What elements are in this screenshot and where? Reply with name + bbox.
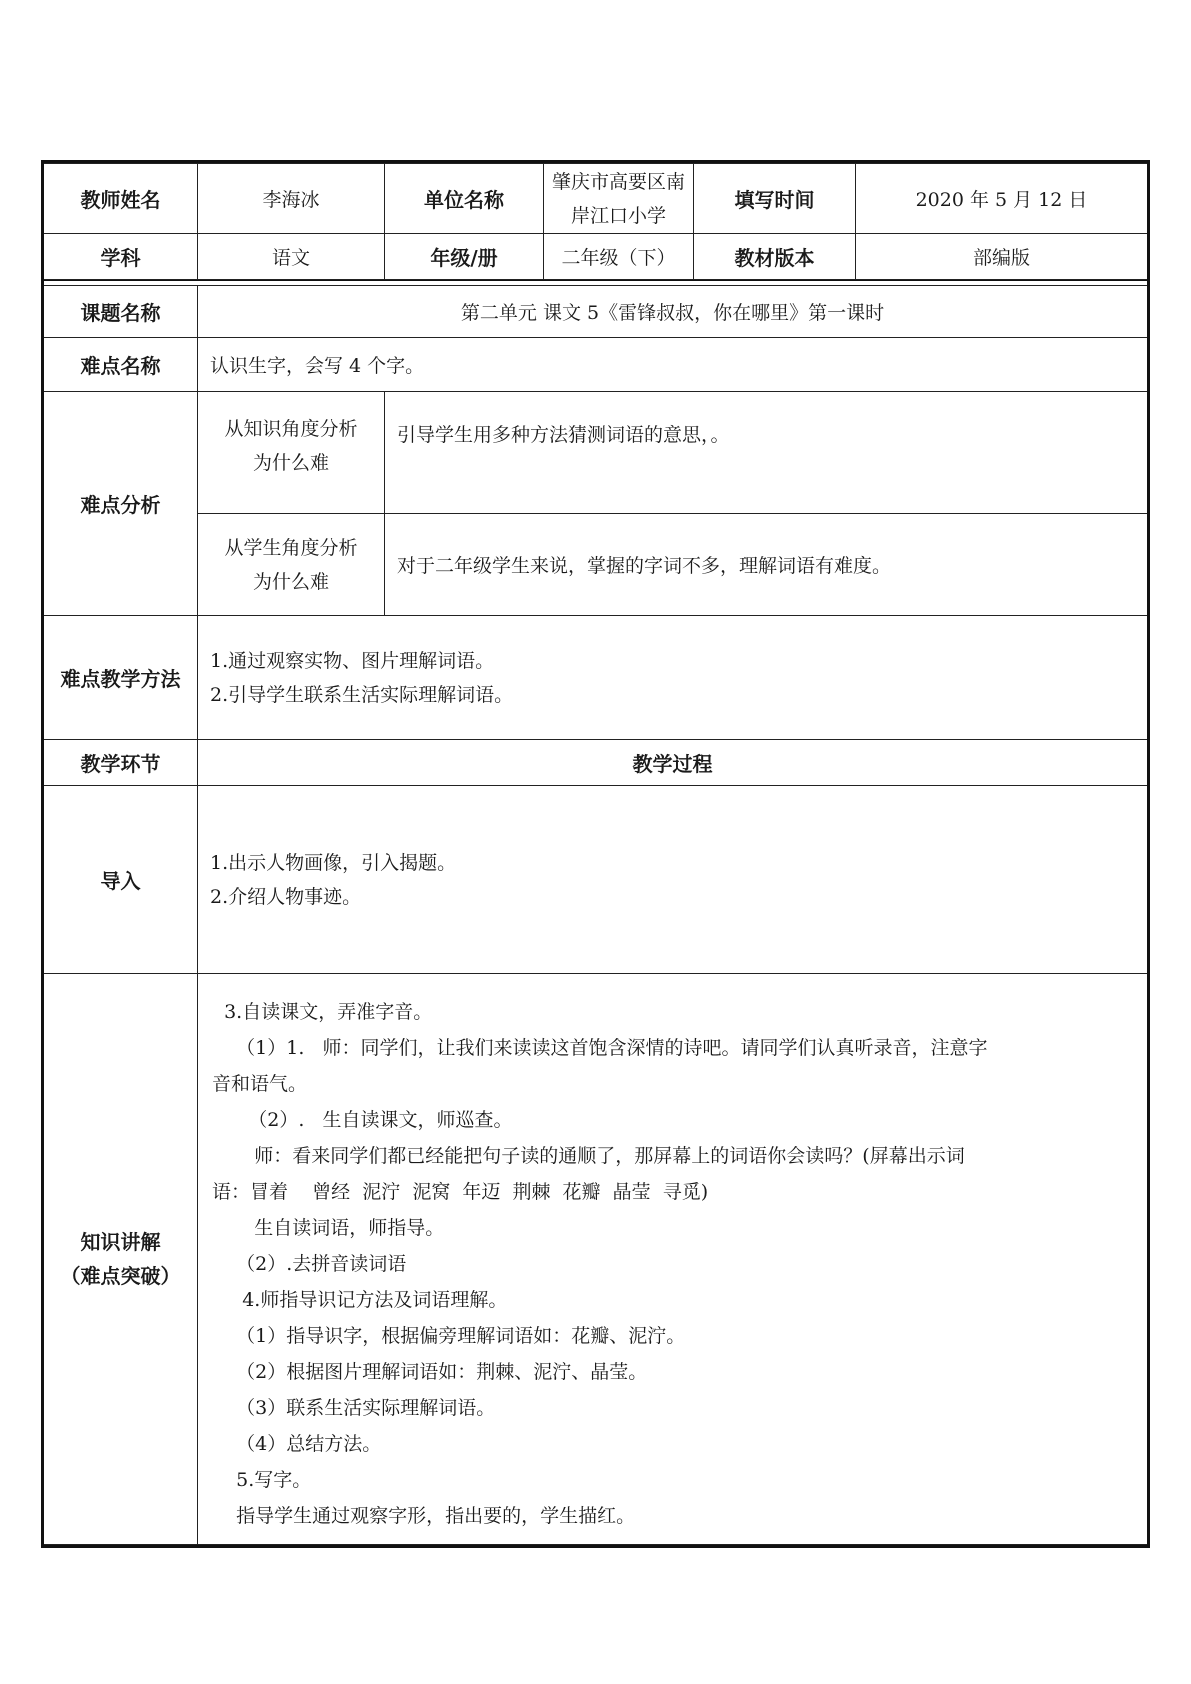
process-line: （1）指导识字，根据偏旁理解词语如：花瓣、泥泞。 [212, 1325, 686, 1347]
header-table [41, 163, 1150, 280]
process-line: （1）1. 师：同学们，让我们来读读这首饱含深情的诗吧。请同学们认真听录音，注意字 [212, 1037, 988, 1059]
teacher-value: 李海冰 [198, 164, 385, 234]
student-angle-label [198, 514, 385, 616]
intro-label: 导入 [43, 786, 198, 974]
process-line: 3.自读课文，弄准字音。 [212, 1001, 433, 1023]
knowledge-angle-label [198, 392, 385, 514]
intro-line2: 2.介绍人物事迹。 [210, 885, 362, 908]
student-angle-line1: 从学生角度分析 [224, 536, 358, 559]
knowledge-angle-line2: 为什么难 [252, 452, 329, 474]
process-header: 教学过程 [198, 740, 1149, 786]
student-angle-line2: 为什么难 [252, 570, 329, 593]
method-line2: 2.引导学生联系生活实际理解词语。 [210, 683, 514, 706]
edition-label: 教材版本 [694, 234, 856, 280]
edition-value: 部编版 [856, 234, 1149, 280]
process-line: 生自读词语，师指导。 [212, 1217, 445, 1239]
method-line1: 1.通过观察实物、图片理解词语。 [210, 649, 495, 672]
teacher-label: 教师姓名 [43, 164, 198, 234]
content-table [41, 285, 1150, 1545]
process-line: 音和语气。 [212, 1073, 308, 1095]
process-line: （3）联系生活实际理解词语。 [212, 1397, 496, 1419]
unit-value-line2: 岸江口小学 [570, 204, 666, 227]
process-line: 4.师指导识记方法及词语理解。 [212, 1289, 508, 1311]
unit-value-line1: 肇庆市高要区南 [551, 170, 685, 193]
method-value [198, 616, 1149, 740]
grade-value: 二年级（下） [544, 234, 694, 280]
process-line: （2）.去拼音读词语 [212, 1253, 407, 1275]
topic-value: 第二单元 课文 5《雷锋叔叔，你在哪里》第一课时 [198, 286, 1149, 338]
unit-value [544, 164, 694, 234]
subject-value: 语文 [198, 234, 385, 280]
process-line: 语：冒着 曾经 泥泞 泥窝 年迈 荆棘 花瓣 晶莹 寻觅) [212, 1181, 709, 1203]
knowledge-label-line1: 知识讲解 [80, 1230, 161, 1254]
unit-label: 单位名称 [385, 164, 544, 234]
knowledge-label-line2: （难点突破） [60, 1264, 181, 1288]
lesson-plan-form [41, 160, 1150, 1548]
intro-value [198, 786, 1149, 974]
process-line: 师：看来同学们都已经能把句子读的通顺了，那屏幕上的词语你会读吗？(屏幕出示词 [212, 1145, 965, 1167]
stage-header: 教学环节 [43, 740, 198, 786]
knowledge-process [198, 974, 1149, 1545]
knowledge-label [43, 974, 198, 1545]
date-value: 2020 年 5 月 12 日 [856, 164, 1149, 234]
knowledge-angle-line1: 从知识角度分析 [224, 418, 358, 440]
process-line: （2）根据图片理解词语如：荆棘、泥泞、晶莹。 [212, 1361, 648, 1383]
process-line: （4）总结方法。 [212, 1433, 382, 1455]
grade-label: 年级/册 [385, 234, 544, 280]
difficulty-label: 难点名称 [43, 338, 198, 392]
date-label: 填写时间 [694, 164, 856, 234]
method-label: 难点教学方法 [43, 616, 198, 740]
difficulty-value: 认识生字，会写 4 个字。 [198, 338, 1149, 392]
intro-line1: 1.出示人物画像，引入揭题。 [210, 851, 457, 874]
bottom-border [41, 1545, 1150, 1548]
process-line: （2）. 生自读课文，师巡查。 [212, 1109, 513, 1131]
subject-label: 学科 [43, 234, 198, 280]
knowledge-angle-value: 引导学生用多种方法猜测词语的意思，。 [385, 392, 1149, 514]
analysis-label: 难点分析 [43, 392, 198, 616]
process-line: 5.写字。 [212, 1469, 312, 1491]
student-angle-value: 对于二年级学生来说，掌握的字词不多，理解词语有难度。 [385, 514, 1149, 616]
process-line: 指导学生通过观察字形，指出要的，学生描红。 [212, 1505, 636, 1527]
topic-label: 课题名称 [43, 286, 198, 338]
